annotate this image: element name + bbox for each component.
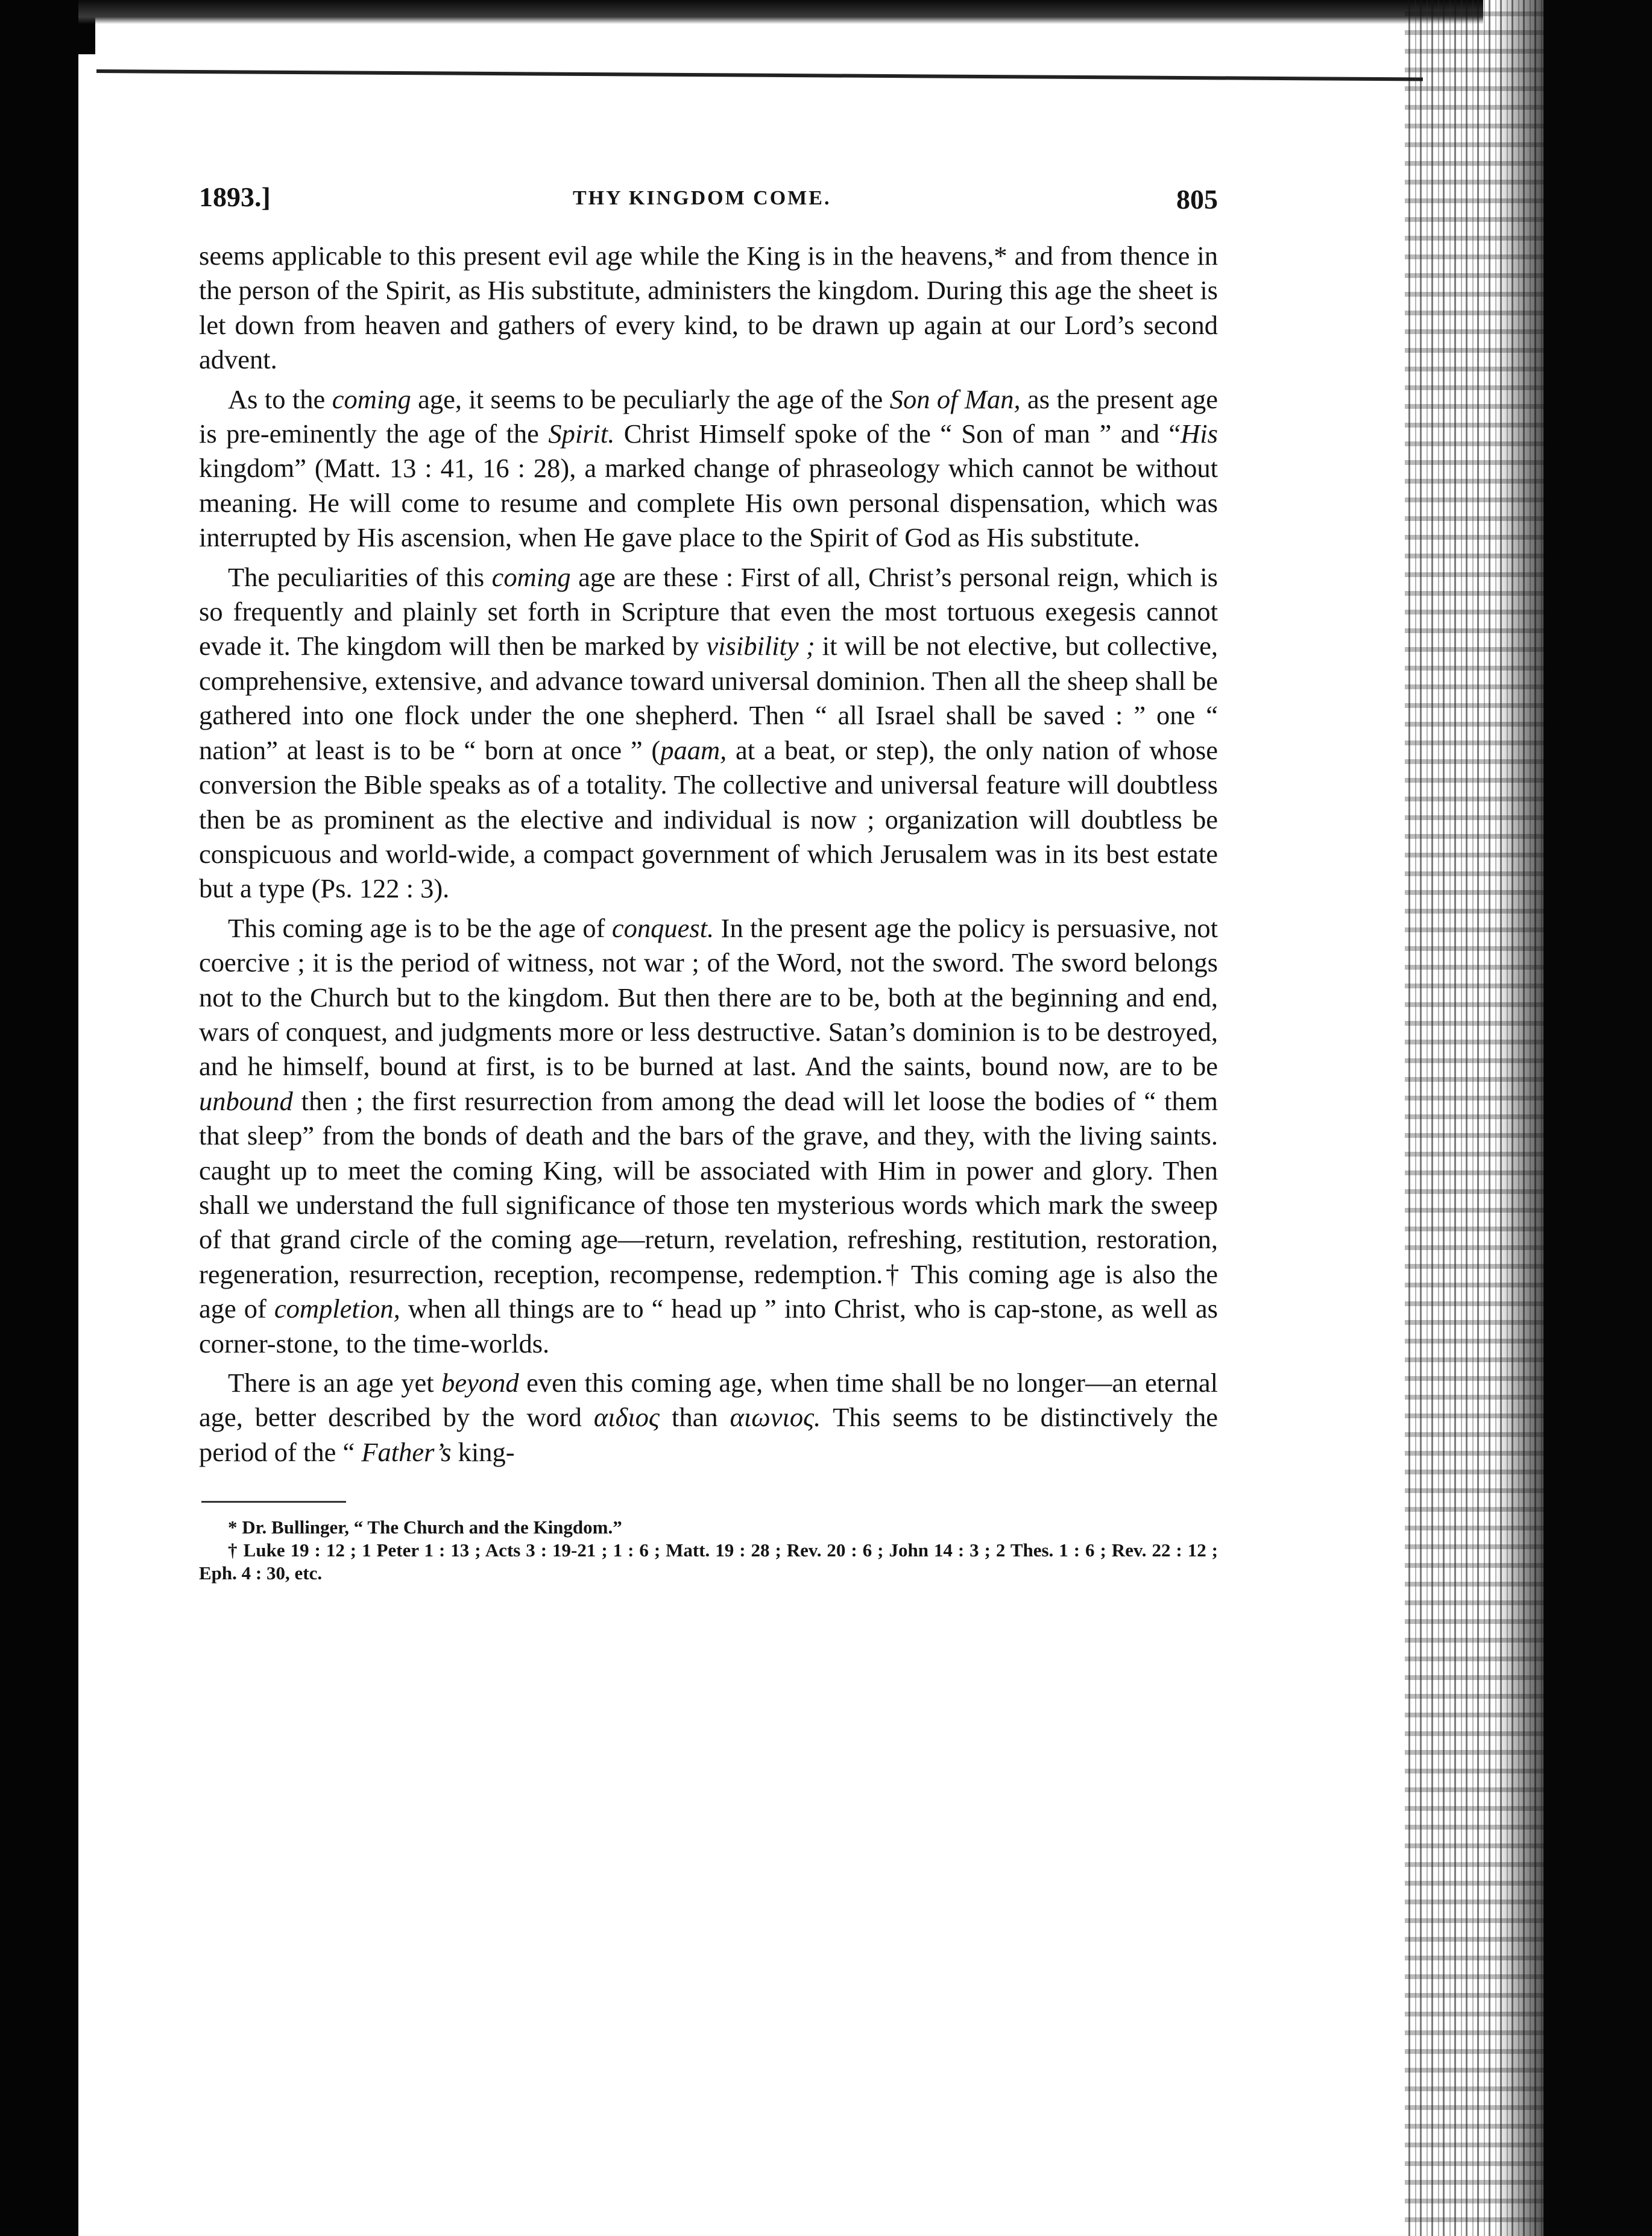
text-run: kingdom” (Matt. 13 : 41, 16 : 28), a marked change of phraseology which cannot be without meaning. He will come to resume and complete His own personal dispensation, which was interrupted by His ascension, when He gave place to the Spirit of God as His substitute. [199,453,1218,553]
text-run: In the present age the policy is persuasive, not coercive ; it is the period of witness, not war ; of the Word, not the sword. The sword belongs not to the Church but to the kingdom. But then there are to be, both at the beginning and end, wars of conquest, and judgments more or less destructive. Satan’s dominion is to be destroyed, and he himself, bound at first, is to be burned at last. And the saints, bound now, are to be [199,912,1218,1082]
text-run: Christ Himself spoke of the “ Son of man ” and “ [614,418,1181,449]
italic-run: His [1181,418,1218,449]
footnote-1: * Dr. Bullinger, “ The Church and the Kingdom.” [228,1517,622,1538]
italic-run: paam, [660,734,727,765]
text-run: As to the [228,384,332,414]
text-run: There is an age yet [228,1368,442,1398]
footnote-2: † Luke 19 : 12 ; 1 Peter 1 : 13 ; Acts 3 : 19-21 ; 1 : 6 ; Matt. 19 : 28 ; Rev. 20 : 6 ; John 14 : 3 ; 2 Thes. 1 : 6 ; Rev. 22 : 12 ; Eph. 4 : 30, etc. [199,1540,1218,1584]
scan-border-left [0,0,78,2236]
italic-run: coming [332,384,411,414]
italic-run: completion, [274,1293,400,1324]
text-run: The peculiarities of this [228,561,492,592]
text-run: age are these : First of all, Christ’s personal reign, which is so frequently and plainly set forth in Scripture that even the most tortuous exegesis cannot evade it. The kingdom will then be marked by [199,561,1218,662]
text-run: than [659,1402,730,1433]
italic-run: conquest. [611,912,714,943]
footnote-rule [201,1501,346,1503]
book-page [199,181,1218,1585]
scan-border-right [1543,0,1652,2236]
running-head-year: 1893.] [199,182,271,212]
scan-border-top [78,0,1483,24]
text-run: king- [451,1436,515,1467]
text-run: This coming age is to be the age of [228,912,612,943]
italic-run: Father’s [361,1436,452,1467]
italic-run: αιωνιος. [730,1402,821,1433]
text-run: then ; the first resurrection from among the dead will let loose the bodies of “ them that sleep” from the bonds of death and the bars of the grave, and they, with the living saints. caught up to meet the coming King, will be associated with Him in power and glory. Then shall we understand the full significance of those ten mysterious words which mark the sweep of that grand circle of the coming age—return, revelation, refreshing, restitution, restoration, regeneration, resurrection, reception, recompense, redemption.† This coming age is also the age of [199,1085,1218,1324]
italic-run: Son of Man, [889,384,1021,414]
text-run: age, it seems to be peculiarly the age of the [411,384,890,414]
running-head-title: THY KINGDOM COME. [573,187,831,209]
text-run: as the present age is pre-eminently the age of the [199,384,1218,449]
text-run: at a beat, or step), the only nation of whose conversion the Bible speaks as of a totality. The collective and universal feature will doubtless then be as prominent as the elective and individual is now ; organization will doubtless be conspicuous and world-wide, a compact government of which Jerusalem was in its best estate but a type (Ps. 122 : 3). [199,734,1218,904]
text-run: even this coming age, when time shall be no longer—an eternal age, better described by the word [199,1368,1218,1433]
page-number: 805 [1176,184,1218,215]
italic-run: Spirit. [548,418,615,449]
italic-run: unbound [199,1085,293,1116]
text-run: This seems to be distinctively the period of the “ [199,1402,1219,1467]
footnotes [199,1516,1218,1585]
italic-run: beyond [441,1368,519,1398]
paragraph-5 [199,1366,1218,1470]
running-head [199,181,1218,229]
paragraph-1 [199,239,1218,377]
body-text [199,239,1218,1470]
scan-page-edge-line [96,69,1423,81]
italic-run: coming [491,561,571,592]
text-run: seems applicable to this present evil age while the King is in the heavens,* and from thence in the person of the Spirit, as His substitute, administers the kingdom. During this age the sheet is let down from heaven and gathers of every kind, to be drawn up again at our Lord’s second advent. [199,241,1218,375]
italic-run: visibility ; [706,631,815,662]
italic-run: αιδιος [593,1402,660,1433]
scan-border-right-fade [1495,0,1550,2236]
text-run: it will be not elective, but collective, comprehensive, extensive, and advance toward universal dominion. Then all the sheep shall be gathered into one flock under the one shepherd. Then “ all Israel shall be saved : ” one “ nation” at least is to be “ born at once ” ( [199,631,1218,765]
paragraph-2 [199,382,1218,555]
text-run: when all things are to “ head up ” into Christ, who is cap-stone, as well as corner-stone, to the time-worlds. [199,1293,1218,1359]
paragraph-4 [199,911,1218,1361]
paragraph-3 [199,560,1218,906]
